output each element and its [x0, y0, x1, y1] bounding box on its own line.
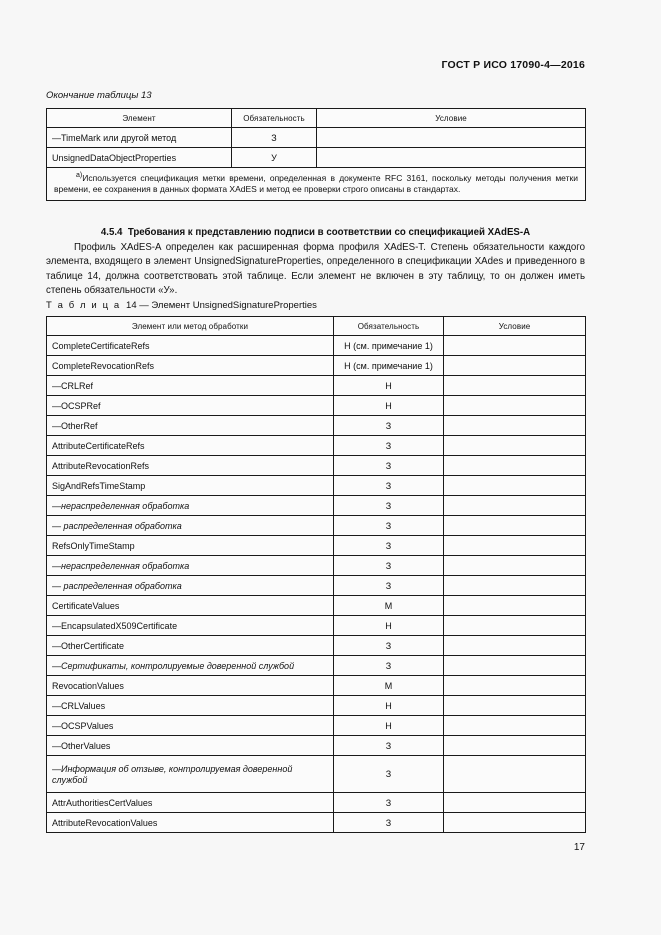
table14-cell-obligation: Н	[334, 716, 444, 736]
table14-cell-condition	[444, 496, 586, 516]
table14-cell-element: CertificateValues	[47, 596, 334, 616]
table-row	[47, 516, 586, 536]
table-row	[47, 696, 586, 716]
table14-header-row	[47, 317, 586, 336]
table14-cell-element: RefsOnlyTimeStamp	[47, 536, 334, 556]
table-row	[47, 456, 586, 476]
table14-cell-element: — распределенная обработка	[47, 516, 334, 536]
table14-cell-condition	[444, 576, 586, 596]
table14-cell-element: —CRLRef	[47, 376, 334, 396]
table14-cell-condition	[444, 456, 586, 476]
table14-body	[47, 336, 586, 833]
table-row	[47, 128, 586, 148]
table14-cell-element: —OtherCertificate	[47, 636, 334, 656]
table13-cell-element: UnsignedDataObjectProperties	[47, 148, 232, 168]
table14-cell-condition	[444, 656, 586, 676]
table14-caption-dash: —	[139, 300, 149, 311]
table14	[46, 316, 586, 833]
table14-cell-obligation: З	[334, 736, 444, 756]
table14-cell-condition	[444, 813, 586, 833]
table14-cell-condition	[444, 376, 586, 396]
table-row	[47, 716, 586, 736]
table-row	[47, 556, 586, 576]
table14-cell-obligation: З	[334, 756, 444, 793]
table14-cell-element: —CRLValues	[47, 696, 334, 716]
table-row	[47, 736, 586, 756]
section-paragraph: Профиль XAdES-A определен как расширенная форма профиля XAdES-T. Степень обязательности каждого элемента, входящего в элемент UnsignedSignatureProperties, определенного в спецификации XAdes и приведенного в таблице 14, должна соответствовать этой таблице. Если элемент не включен в эту таблицу, то он должен иметь степень обязательности «У».	[46, 242, 585, 296]
section-title: Требования к представлению подписи в соответствии со спецификацией XAdES-A	[127, 227, 531, 238]
table14-cell-obligation: З	[334, 556, 444, 576]
table-row	[47, 656, 586, 676]
section-number: 4.5.4	[100, 227, 123, 238]
table14-cell-condition	[444, 476, 586, 496]
table-row	[47, 336, 586, 356]
table14-cell-element: AttributeCertificateRefs	[47, 436, 334, 456]
table14-cell-obligation: З	[334, 793, 444, 813]
table14-cell-obligation: З	[334, 636, 444, 656]
table14-cell-obligation: Н	[334, 376, 444, 396]
table-row	[47, 356, 586, 376]
table13-footnote-cell	[47, 168, 586, 201]
footnote-marker: a)	[76, 172, 83, 179]
table14-cell-obligation: З	[334, 476, 444, 496]
table-row	[47, 813, 586, 833]
table-row	[47, 396, 586, 416]
table-row	[47, 476, 586, 496]
table14-cell-obligation: М	[334, 596, 444, 616]
table14-cell-obligation: Н	[334, 396, 444, 416]
table14-cell-element: —нераспределенная обработка	[47, 496, 334, 516]
table-row	[47, 496, 586, 516]
table14-cell-element: AttrAuthoritiesCertValues	[47, 793, 334, 813]
table13-cell-condition	[317, 128, 586, 148]
table-row	[47, 793, 586, 813]
table13-col-element: Элемент	[47, 109, 232, 128]
standard-header: ГОСТ Р ИСО 17090-4—2016	[441, 59, 585, 71]
table14-cell-element: —OtherRef	[47, 416, 334, 436]
table14-cell-element: —EncapsulatedX509Certificate	[47, 616, 334, 636]
page-number: 17	[573, 842, 585, 853]
table14-cell-condition	[444, 536, 586, 556]
table14-cell-obligation: З	[334, 516, 444, 536]
table-row	[47, 536, 586, 556]
table14-cell-condition	[444, 716, 586, 736]
table13-col-obligation: Обязательность	[232, 109, 317, 128]
table-row	[47, 416, 586, 436]
table13-cell-condition	[317, 148, 586, 168]
table14-cell-condition	[444, 636, 586, 656]
table14-cell-element: —OtherValues	[47, 736, 334, 756]
section-heading	[46, 227, 585, 238]
table14-cell-element: RevocationValues	[47, 676, 334, 696]
table-row	[47, 376, 586, 396]
table14-cell-obligation: З	[334, 813, 444, 833]
table14-cell-condition	[444, 793, 586, 813]
table14-caption-title: Элемент UnsignedSignatureProperties	[151, 300, 317, 311]
table14-cell-element: —OCSPRef	[47, 396, 334, 416]
table14-cell-obligation: Н (см. примечание 1)	[334, 336, 444, 356]
table14-col-element: Элемент или метод обработки	[47, 317, 334, 336]
table14-cell-element: CompleteRevocationRefs	[47, 356, 334, 376]
table13-cell-obligation: З	[232, 128, 317, 148]
table14-caption-label: Т а б л и ц а	[46, 300, 121, 311]
table14-cell-condition	[444, 556, 586, 576]
footnote-text: Используется спецификация метки времени, определенная в документе RFC 3161, поскольку методы получения метки времени, ее сохранения в данных формата XAdES и метод ее проверки строго описаны в стандартах.	[54, 172, 578, 195]
table14-cell-obligation: З	[334, 576, 444, 596]
table14-caption	[46, 300, 317, 311]
table14-cell-condition	[444, 696, 586, 716]
table14-cell-condition	[444, 336, 586, 356]
table14-cell-element: CompleteCertificateRefs	[47, 336, 334, 356]
table14-cell-element: AttributeRevocationValues	[47, 813, 334, 833]
table13-continuation-caption: Окончание таблицы 13	[46, 90, 152, 101]
table-row	[47, 616, 586, 636]
table-row	[47, 148, 586, 168]
table-row	[47, 576, 586, 596]
table14-cell-condition	[444, 516, 586, 536]
table14-cell-element: —Сертификаты, контролируемые доверенной службой	[47, 656, 334, 676]
table14-cell-element: —Информация об отзыве, контролируемая доверенной службой	[47, 756, 334, 793]
table14-cell-obligation: З	[334, 536, 444, 556]
table14-cell-condition	[444, 676, 586, 696]
table14-cell-obligation: З	[334, 436, 444, 456]
table14-cell-obligation: З	[334, 656, 444, 676]
table14-cell-condition	[444, 416, 586, 436]
table-row	[47, 676, 586, 696]
table14-cell-condition	[444, 596, 586, 616]
table14-caption-number: 14	[126, 300, 137, 311]
table14-cell-condition	[444, 756, 586, 793]
table14-col-condition: Условие	[444, 317, 586, 336]
table13-col-condition: Условие	[317, 109, 586, 128]
table14-cell-element: —OCSPValues	[47, 716, 334, 736]
table14-cell-element: AttributeRevocationRefs	[47, 456, 334, 476]
table14-cell-element: —нераспределенная обработка	[47, 556, 334, 576]
table13-cell-element: —TimeMark или другой метод	[47, 128, 232, 148]
table13-header-row	[47, 109, 586, 128]
table14-cell-condition	[444, 616, 586, 636]
table14-cell-condition	[444, 356, 586, 376]
table14-cell-element: — распределенная обработка	[47, 576, 334, 596]
table14-col-obligation: Обязательность	[334, 317, 444, 336]
table-row	[47, 756, 586, 793]
table13-footnote-row	[47, 168, 586, 201]
table-row	[47, 596, 586, 616]
table14-cell-obligation: Н	[334, 696, 444, 716]
table14-cell-condition	[444, 396, 586, 416]
table14-cell-obligation: З	[334, 416, 444, 436]
table13-cell-obligation: У	[232, 148, 317, 168]
table14-cell-obligation: М	[334, 676, 444, 696]
table14-cell-obligation: З	[334, 496, 444, 516]
table14-cell-obligation: Н (см. примечание 1)	[334, 356, 444, 376]
table14-cell-condition	[444, 736, 586, 756]
table14-cell-element: SigAndRefsTimeStamp	[47, 476, 334, 496]
table13-container	[46, 108, 585, 201]
table13	[46, 108, 586, 201]
table14-cell-condition	[444, 436, 586, 456]
table14-container	[46, 316, 585, 833]
table14-cell-obligation: З	[334, 456, 444, 476]
table14-cell-obligation: Н	[334, 616, 444, 636]
table-row	[47, 636, 586, 656]
table-row	[47, 436, 586, 456]
